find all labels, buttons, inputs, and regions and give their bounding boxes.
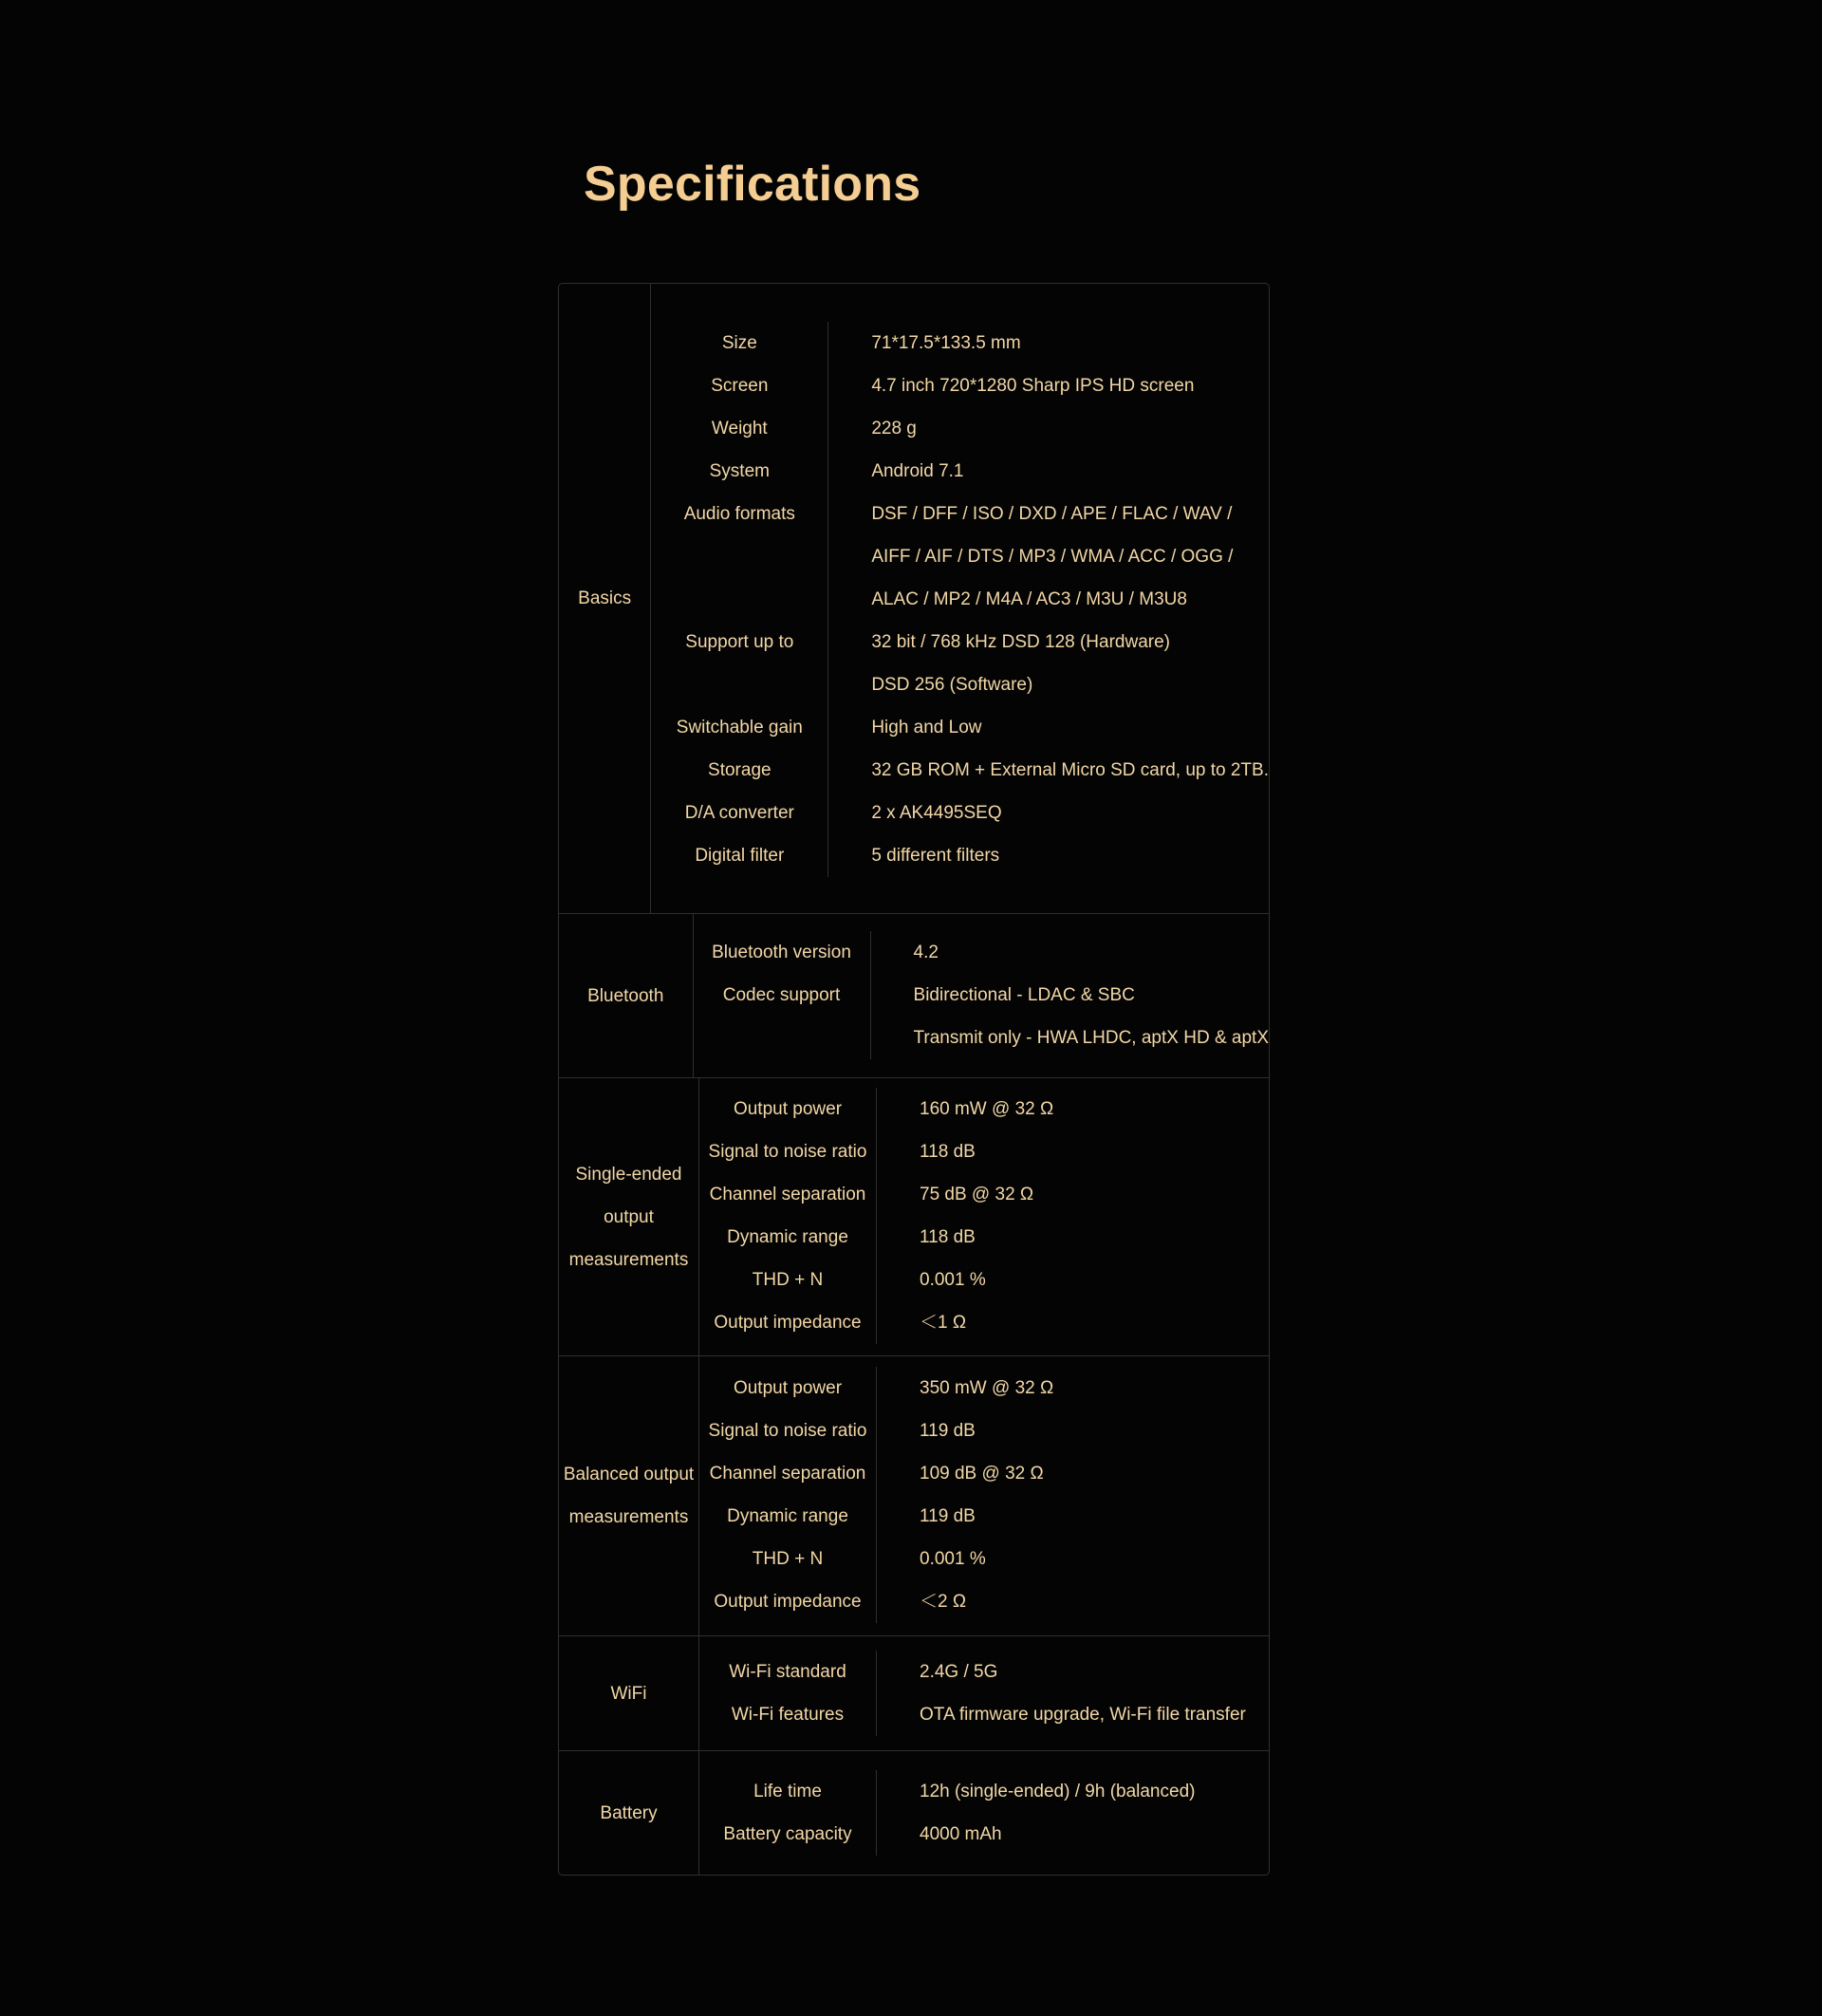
- spec-table: [558, 283, 1270, 1876]
- spec-row: [699, 1651, 1269, 1693]
- spec-value: [877, 1216, 1269, 1259]
- spec-row: [699, 1693, 1269, 1736]
- spec-value-line: 32 GB ROM + External Micro SD card, up to 2TB.: [871, 760, 1269, 780]
- spec-value-line: Android 7.1: [871, 461, 964, 481]
- spec-value-line: 118 dB: [920, 1227, 976, 1247]
- spec-label: Dynamic range: [699, 1216, 877, 1259]
- spec-label: Output impedance: [699, 1580, 877, 1623]
- category-label: Battery: [600, 1802, 658, 1823]
- spec-value-line: 4.7 inch 720*1280 Sharp IPS HD screen: [871, 376, 1195, 396]
- spec-value: [877, 1538, 1269, 1580]
- spec-value-line: 4.2: [913, 943, 939, 962]
- spec-label: Storage: [651, 749, 828, 792]
- spec-value-line: 119 dB: [920, 1421, 976, 1441]
- spec-row: [699, 1452, 1269, 1495]
- spec-value-line: AIFF / AIF / DTS / MP3 / WMA / ACC / OGG /: [871, 547, 1234, 567]
- spec-row: [699, 1770, 1269, 1813]
- spec-row: [651, 621, 1269, 706]
- spec-label: Audio formats: [651, 493, 828, 621]
- spec-value-line: High and Low: [871, 718, 982, 737]
- spec-label: Signal to noise ratio: [699, 1409, 877, 1452]
- spec-row: [651, 706, 1269, 749]
- spec-value: [828, 493, 1269, 621]
- spec-label: Weight: [651, 407, 828, 450]
- spec-value: [871, 931, 1269, 974]
- spec-value: [828, 792, 1269, 834]
- spec-value: [877, 1813, 1269, 1856]
- spec-label: Screen: [651, 364, 828, 407]
- spec-row: [699, 1538, 1269, 1580]
- spec-value-line: DSF / DFF / ISO / DXD / APE / FLAC / WAV /: [871, 504, 1233, 524]
- spec-value: [877, 1409, 1269, 1452]
- spec-value: [828, 834, 1269, 877]
- category-cell: [559, 284, 651, 913]
- spec-value: [877, 1693, 1269, 1736]
- category-label: Bluetooth: [587, 985, 664, 1006]
- spec-value-line: DSD 256 (Software): [871, 675, 1033, 695]
- category-label: Basics: [578, 588, 632, 608]
- spec-value-line: 0.001 %: [920, 1549, 986, 1569]
- spec-value: [877, 1367, 1269, 1409]
- spec-value: [877, 1173, 1269, 1216]
- spec-label: Dynamic range: [699, 1495, 877, 1538]
- spec-label: Channel separation: [699, 1452, 877, 1495]
- spec-value-line: ALAC / MP2 / M4A / AC3 / M3U / M3U8: [871, 589, 1187, 609]
- spec-section: [559, 1750, 1269, 1875]
- spec-label: Output power: [699, 1367, 877, 1409]
- spec-row: [699, 1216, 1269, 1259]
- spec-row: [699, 1173, 1269, 1216]
- spec-label: Switchable gain: [651, 706, 828, 749]
- spec-label: D/A converter: [651, 792, 828, 834]
- spec-label: Size: [651, 322, 828, 364]
- spec-label: Output impedance: [699, 1301, 877, 1344]
- category-cell: [559, 1078, 699, 1355]
- spec-value-line: 75 dB @ 32 Ω: [920, 1185, 1034, 1204]
- spec-section: [559, 1355, 1269, 1635]
- spec-value: [877, 1651, 1269, 1693]
- category-cell: [559, 914, 694, 1077]
- spec-value-line: OTA firmware upgrade, Wi-Fi file transfer: [920, 1705, 1246, 1725]
- category-cell: [559, 1356, 699, 1635]
- spec-value: [877, 1495, 1269, 1538]
- category-label: Single-ended: [575, 1164, 682, 1185]
- spec-label: THD + N: [699, 1259, 877, 1301]
- spec-value-line: 350 mW @ 32 Ω: [920, 1378, 1054, 1398]
- spec-label: Codec support: [694, 974, 871, 1059]
- category-label: measurements: [568, 1249, 689, 1270]
- spec-row: [651, 749, 1269, 792]
- spec-value-line: 119 dB: [920, 1506, 976, 1526]
- spec-value: [877, 1259, 1269, 1301]
- spec-value-line: 71*17.5*133.5 mm: [871, 333, 1021, 353]
- spec-value-line: 32 bit / 768 kHz DSD 128 (Hardware): [871, 632, 1170, 652]
- spec-value-line: 5 different filters: [871, 846, 1000, 866]
- spec-row: [651, 364, 1269, 407]
- category-label: output: [604, 1206, 654, 1227]
- spec-row: [651, 450, 1269, 493]
- spec-row: [699, 1088, 1269, 1130]
- spec-label: THD + N: [699, 1538, 877, 1580]
- spec-value-line: 228 g: [871, 419, 917, 439]
- spec-value-line: 2 x AK4495SEQ: [871, 803, 1002, 823]
- spec-value-line: 118 dB: [920, 1142, 976, 1162]
- spec-section: [559, 1635, 1269, 1750]
- spec-label: Support up to: [651, 621, 828, 706]
- spec-label: Output power: [699, 1088, 877, 1130]
- spec-value: [828, 706, 1269, 749]
- spec-value-line: 109 dB @ 32 Ω: [920, 1464, 1044, 1484]
- spec-row: [694, 974, 1269, 1059]
- spec-label: Wi-Fi features: [699, 1693, 877, 1736]
- spec-row: [699, 1495, 1269, 1538]
- spec-value-line: Transmit only - HWA LHDC, aptX HD & aptX: [913, 1028, 1269, 1048]
- spec-row: [699, 1580, 1269, 1623]
- spec-value: [877, 1088, 1269, 1130]
- spec-value: [877, 1130, 1269, 1173]
- spec-row: [699, 1813, 1269, 1856]
- spec-label: System: [651, 450, 828, 493]
- spec-label: Signal to noise ratio: [699, 1130, 877, 1173]
- spec-section: [559, 1077, 1269, 1355]
- spec-row: [699, 1301, 1269, 1344]
- spec-value: [828, 364, 1269, 407]
- spec-value-line: ＜2 Ω: [920, 1592, 967, 1612]
- spec-section: [559, 913, 1269, 1077]
- spec-row: [694, 931, 1269, 974]
- spec-row: [651, 834, 1269, 877]
- spec-label: Digital filter: [651, 834, 828, 877]
- spec-row: [651, 792, 1269, 834]
- spec-label: Channel separation: [699, 1173, 877, 1216]
- category-label: measurements: [568, 1507, 689, 1527]
- spec-value: [877, 1770, 1269, 1813]
- spec-value-line: 12h (single-ended) / 9h (balanced): [920, 1782, 1196, 1801]
- spec-label: Bluetooth version: [694, 931, 871, 974]
- spec-value: [871, 974, 1269, 1059]
- spec-value-line: 160 mW @ 32 Ω: [920, 1099, 1054, 1119]
- category-cell: [559, 1751, 699, 1875]
- spec-row: [699, 1130, 1269, 1173]
- spec-value-line: 0.001 %: [920, 1270, 986, 1290]
- spec-value: [828, 450, 1269, 493]
- spec-label: Wi-Fi standard: [699, 1651, 877, 1693]
- category-label: WiFi: [610, 1683, 647, 1704]
- spec-section: [559, 284, 1269, 913]
- spec-value: [828, 407, 1269, 450]
- spec-row: [651, 322, 1269, 364]
- spec-value: [828, 621, 1269, 706]
- spec-row: [699, 1367, 1269, 1409]
- spec-value: [877, 1580, 1269, 1623]
- spec-value-line: Bidirectional - LDAC & SBC: [913, 985, 1135, 1005]
- spec-value-line: 2.4G / 5G: [920, 1662, 998, 1682]
- spec-row: [699, 1259, 1269, 1301]
- spec-value: [877, 1452, 1269, 1495]
- spec-value: [877, 1301, 1269, 1344]
- spec-value: [828, 749, 1269, 792]
- spec-row: [651, 407, 1269, 450]
- spec-label: Battery capacity: [699, 1813, 877, 1856]
- category-cell: [559, 1636, 699, 1750]
- spec-row: [699, 1409, 1269, 1452]
- spec-label: Life time: [699, 1770, 877, 1813]
- spec-value-line: ＜1 Ω: [920, 1313, 967, 1333]
- spec-value-line: 4000 mAh: [920, 1824, 1002, 1844]
- spec-value: [828, 322, 1269, 364]
- spec-row: [651, 493, 1269, 621]
- category-label: Balanced output: [563, 1465, 695, 1484]
- page-title: Specifications: [584, 157, 921, 212]
